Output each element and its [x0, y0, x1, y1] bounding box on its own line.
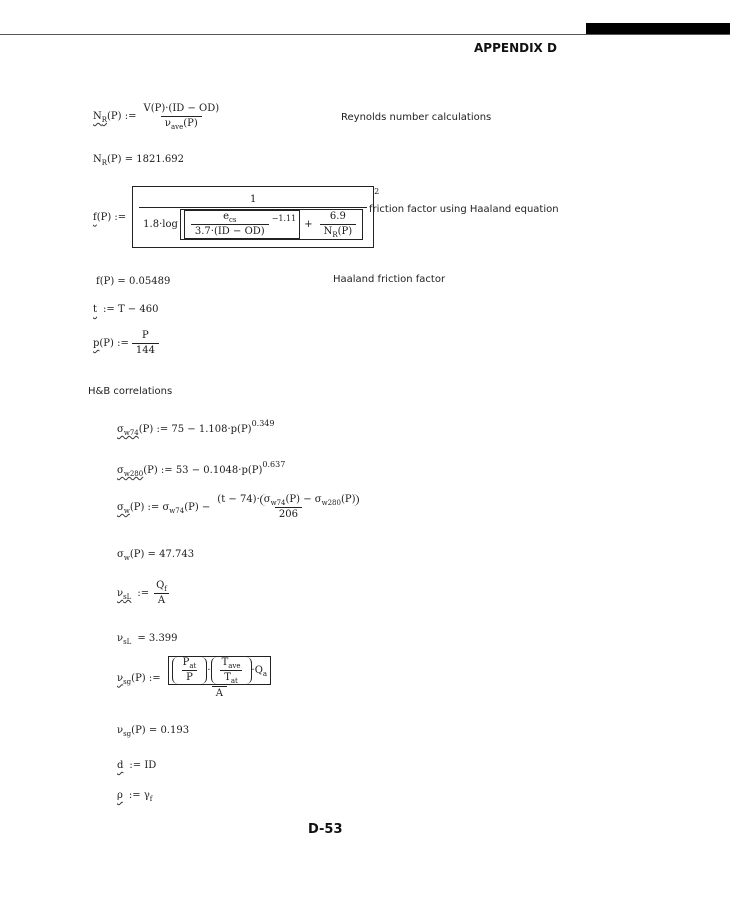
density-definition: ρ := γ f [117, 790, 153, 803]
vsg-value: ν sg (P) = 0.193 [117, 725, 190, 738]
haaland-comment: friction factor using Haaland equation [369, 204, 559, 215]
vsl-value: ν sL = 3.399 [117, 633, 178, 646]
pressure-definition: p (P) := $\frac{P}{144}$ [93, 330, 162, 357]
sigma-w74-definition: $\sigma_{w74}$ (P) := 75 − 1.108·p(P) 0.349 [117, 419, 275, 437]
reynolds-definition: $N_R$ (P) := $\frac{V(P)\cdot(ID - OD)}{\nu_{ave}(P)}$ [93, 103, 220, 131]
diameter-definition: d := ID [117, 760, 157, 771]
sigma-w280-definition: $\sigma_{w280}$ (P) := 53 − 0.1048·p(P) 0.637 [117, 460, 286, 478]
reynolds-comment: Reynolds number calculations [341, 112, 492, 123]
sigma-w-definition: $\sigma_w$ (P) := σ w74 (P) − (t − 74)· σ w74 (P) − σ w280 (P) 206 [117, 494, 366, 521]
header-rule [0, 34, 730, 35]
haaland-definition: f (P) := 1 1.8·log $\frac{e_{cs}}{3.7\cdot(ID - OD)}$ −1.11 + $\frac{6.9}{N_R(P)}$ 2 [93, 186, 379, 248]
temperature-definition: t := T − 460 [93, 304, 159, 315]
vsg-definition: $\nu_{sg}$ (P) := $\frac{P_{at}}{P}$ · $\frac{T_{ave}}{T_{at}}$ ·Q a A [117, 656, 278, 700]
hb-correlations-title: H&B correlations [88, 386, 173, 397]
page-number: D-53 [308, 822, 343, 837]
sigma-w-value: σ w (P) = 47.743 [117, 549, 195, 562]
reynolds-value: N R (P) = 1821.692 [93, 154, 185, 167]
friction-factor-value: f(P) = 0.05489 [96, 276, 171, 287]
appendix-label: APPENDIX D [474, 41, 557, 55]
friction-factor-comment: Haaland friction factor [333, 274, 446, 285]
vsl-definition: $\nu_{sL}$ := $\frac{Q_f}{A}$ [117, 580, 174, 607]
